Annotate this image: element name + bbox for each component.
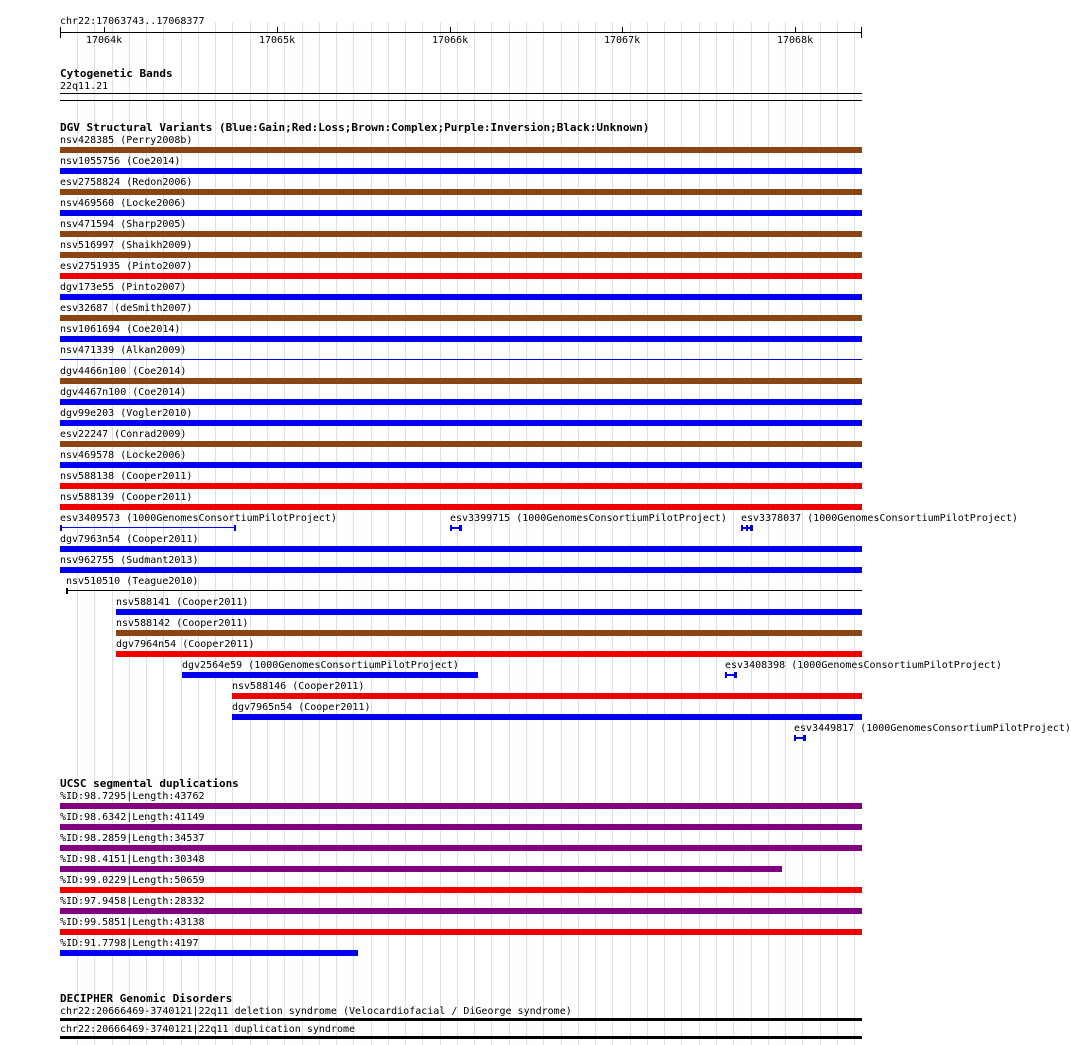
segdup-feature-bar[interactable]: [60, 929, 862, 935]
dgv-feature-label[interactable]: dgv7963n54 (Cooper2011): [60, 534, 199, 545]
dgv-feature-bar[interactable]: [60, 147, 862, 153]
dgv-feature-label[interactable]: esv2751935 (Pinto2007): [60, 261, 193, 272]
dgv-feature-label[interactable]: dgv99e203 (Vogler2010): [60, 408, 193, 419]
dgv-feature-label[interactable]: nsv510510 (Teague2010): [66, 576, 199, 587]
decipher-feature-bar[interactable]: [60, 1018, 862, 1021]
dgv-feature-bar[interactable]: [116, 630, 862, 636]
cytoband-label: 22q11.21: [60, 81, 109, 92]
dgv-feature-glyph[interactable]: [794, 735, 806, 741]
segdup-feature-bar[interactable]: [60, 887, 862, 893]
dgv-feature-label[interactable]: dgv7965n54 (Cooper2011): [232, 702, 371, 713]
ruler-axis: [60, 32, 862, 33]
dgv-feature-label[interactable]: nsv1055756 (Coe2014): [60, 156, 181, 167]
dgv-feature-bar[interactable]: [60, 546, 862, 552]
segdup-feature-label[interactable]: %ID:99.0229|Length:50659: [60, 875, 205, 886]
dgv-feature-glyph[interactable]: [450, 525, 462, 531]
segdup-feature-bar[interactable]: [60, 824, 862, 830]
ruler-tick-major: [622, 27, 623, 33]
dgv-feature-label[interactable]: esv3378037 (1000GenomesConsortiumPilotProject): [741, 513, 1018, 524]
decipher-feature-bar[interactable]: [60, 1036, 862, 1039]
dgv-feature-label[interactable]: dgv2564e59 (1000GenomesConsortiumPilotProject): [182, 660, 459, 671]
dgv-feature-label[interactable]: nsv471594 (Sharp2005): [60, 219, 187, 230]
segdup-feature-label[interactable]: %ID:99.5851|Length:43138: [60, 917, 205, 928]
dgv-feature-bar[interactable]: [60, 315, 862, 321]
cytoband-bottom-line: [60, 100, 862, 101]
cytoband-track-title[interactable]: Cytogenetic Bands: [60, 67, 173, 80]
dgv-feature-bar[interactable]: [232, 714, 862, 720]
decipher-feature-label[interactable]: chr22:20666469-3740121|22q11 deletion syndrome (Velocardiofacial / DiGeorge syndrome): [60, 1006, 572, 1017]
dgv-feature-glyph[interactable]: [60, 525, 236, 531]
dgv-feature-label[interactable]: dgv7964n54 (Cooper2011): [116, 639, 255, 650]
cytoband-top-line: [60, 93, 862, 94]
dgv-feature-bar[interactable]: [60, 273, 862, 279]
dgv-track-title[interactable]: DGV Structural Variants (Blue:Gain;Red:Loss;Brown:Complex;Purple:Inversion;Black:Unknown): [60, 121, 650, 134]
dgv-feature-bar[interactable]: [232, 693, 862, 699]
decipher-feature-label[interactable]: chr22:20666469-3740121|22q11 duplication syndrome: [60, 1024, 356, 1035]
dgv-feature-bar[interactable]: [116, 609, 862, 615]
ruler-tick-major: [450, 27, 451, 33]
segdup-feature-bar[interactable]: [60, 950, 358, 956]
dgv-feature-label[interactable]: dgv4467n100 (Coe2014): [60, 387, 187, 398]
ruler-tick-label: 17065k: [259, 35, 296, 46]
segdup-feature-label[interactable]: %ID:98.7295|Length:43762: [60, 791, 205, 802]
segdup-track-title[interactable]: UCSC segmental duplications: [60, 777, 239, 790]
ruler-location: chr22:17063743..17068377: [60, 16, 205, 27]
dgv-feature-bar[interactable]: [60, 210, 862, 216]
dgv-feature-label[interactable]: dgv173e55 (Pinto2007): [60, 282, 187, 293]
segdup-feature-label[interactable]: %ID:98.4151|Length:30348: [60, 854, 205, 865]
dgv-feature-label[interactable]: nsv428385 (Perry2008b): [60, 135, 193, 146]
ruler-tick-start: [60, 27, 61, 38]
dgv-feature-label[interactable]: nsv588142 (Cooper2011): [116, 618, 249, 629]
ruler-tick-label: 17064k: [86, 35, 123, 46]
dgv-feature-label[interactable]: nsv469560 (Locke2006): [60, 198, 187, 209]
dgv-feature-bar[interactable]: [60, 231, 862, 237]
dgv-feature-bar[interactable]: [182, 672, 478, 678]
segdup-feature-label[interactable]: %ID:91.7798|Length:4197: [60, 938, 199, 949]
segdup-feature-label[interactable]: %ID:97.9458|Length:28332: [60, 896, 205, 907]
ruler-tick-major: [104, 27, 105, 33]
dgv-feature-label[interactable]: esv22247 (Conrad2009): [60, 429, 187, 440]
dgv-feature-bar[interactable]: [60, 189, 862, 195]
dgv-feature-label[interactable]: nsv588141 (Cooper2011): [116, 597, 249, 608]
dgv-feature-bar[interactable]: [60, 294, 862, 300]
segdup-feature-label[interactable]: %ID:98.2859|Length:34537: [60, 833, 205, 844]
ruler-tick-major: [277, 27, 278, 33]
dgv-feature-bar[interactable]: [116, 651, 862, 657]
dgv-feature-label[interactable]: nsv1061694 (Coe2014): [60, 324, 181, 335]
dgv-feature-label[interactable]: esv32687 (deSmith2007): [60, 303, 193, 314]
dgv-feature-label[interactable]: nsv588139 (Cooper2011): [60, 492, 193, 503]
dgv-feature-label[interactable]: nsv588138 (Cooper2011): [60, 471, 193, 482]
dgv-feature-label[interactable]: esv3409573 (1000GenomesConsortiumPilotProject): [60, 513, 337, 524]
dgv-feature-bar[interactable]: [60, 399, 862, 405]
segdup-feature-bar[interactable]: [60, 803, 862, 809]
dgv-feature-glyph[interactable]: [741, 525, 753, 531]
dgv-feature-glyph[interactable]: [725, 672, 737, 678]
dgv-feature-label[interactable]: nsv469578 (Locke2006): [60, 450, 187, 461]
segdup-feature-label[interactable]: %ID:98.6342|Length:41149: [60, 812, 205, 823]
dgv-feature-bar[interactable]: [60, 359, 862, 360]
ruler-tick-major: [795, 27, 796, 33]
dgv-feature-bar[interactable]: [60, 504, 862, 510]
dgv-feature-bar[interactable]: [60, 483, 862, 489]
dgv-feature-bar[interactable]: [60, 567, 862, 573]
dgv-feature-label[interactable]: esv3399715 (1000GenomesConsortiumPilotProject): [450, 513, 727, 524]
dgv-feature-bar[interactable]: [60, 462, 862, 468]
ruler-tick-label: 17066k: [432, 35, 469, 46]
segdup-feature-bar[interactable]: [60, 845, 862, 851]
dgv-feature-bar[interactable]: [60, 378, 862, 384]
dgv-feature-label[interactable]: esv3449817 (1000GenomesConsortiumPilotProject): [794, 723, 1071, 734]
dgv-feature-bar[interactable]: [60, 420, 862, 426]
dgv-feature-bar[interactable]: [60, 336, 862, 342]
ruler-tick-end: [861, 27, 862, 38]
segdup-feature-bar[interactable]: [60, 908, 862, 914]
dgv-feature-label[interactable]: esv3408398 (1000GenomesConsortiumPilotProject): [725, 660, 1002, 671]
dgv-feature-glyph[interactable]: [66, 588, 862, 594]
ruler-tick-label: 17068k: [777, 35, 814, 46]
dgv-feature-label[interactable]: nsv516997 (Shaikh2009): [60, 240, 193, 251]
segdup-feature-bar[interactable]: [60, 866, 782, 872]
dgv-feature-bar[interactable]: [60, 441, 862, 447]
dgv-feature-label[interactable]: nsv962755 (Sudmant2013): [60, 555, 199, 566]
dgv-feature-label[interactable]: esv2758824 (Redon2006): [60, 177, 193, 188]
dgv-feature-bar[interactable]: [60, 168, 862, 174]
dgv-feature-label[interactable]: dgv4466n100 (Coe2014): [60, 366, 187, 377]
dgv-feature-bar[interactable]: [60, 252, 862, 258]
ruler-tick-label: 17067k: [604, 35, 641, 46]
dgv-feature-label[interactable]: nsv471339 (Alkan2009): [60, 345, 187, 356]
dgv-feature-label[interactable]: nsv588146 (Cooper2011): [232, 681, 365, 692]
decipher-track-title[interactable]: DECIPHER Genomic Disorders: [60, 992, 233, 1005]
